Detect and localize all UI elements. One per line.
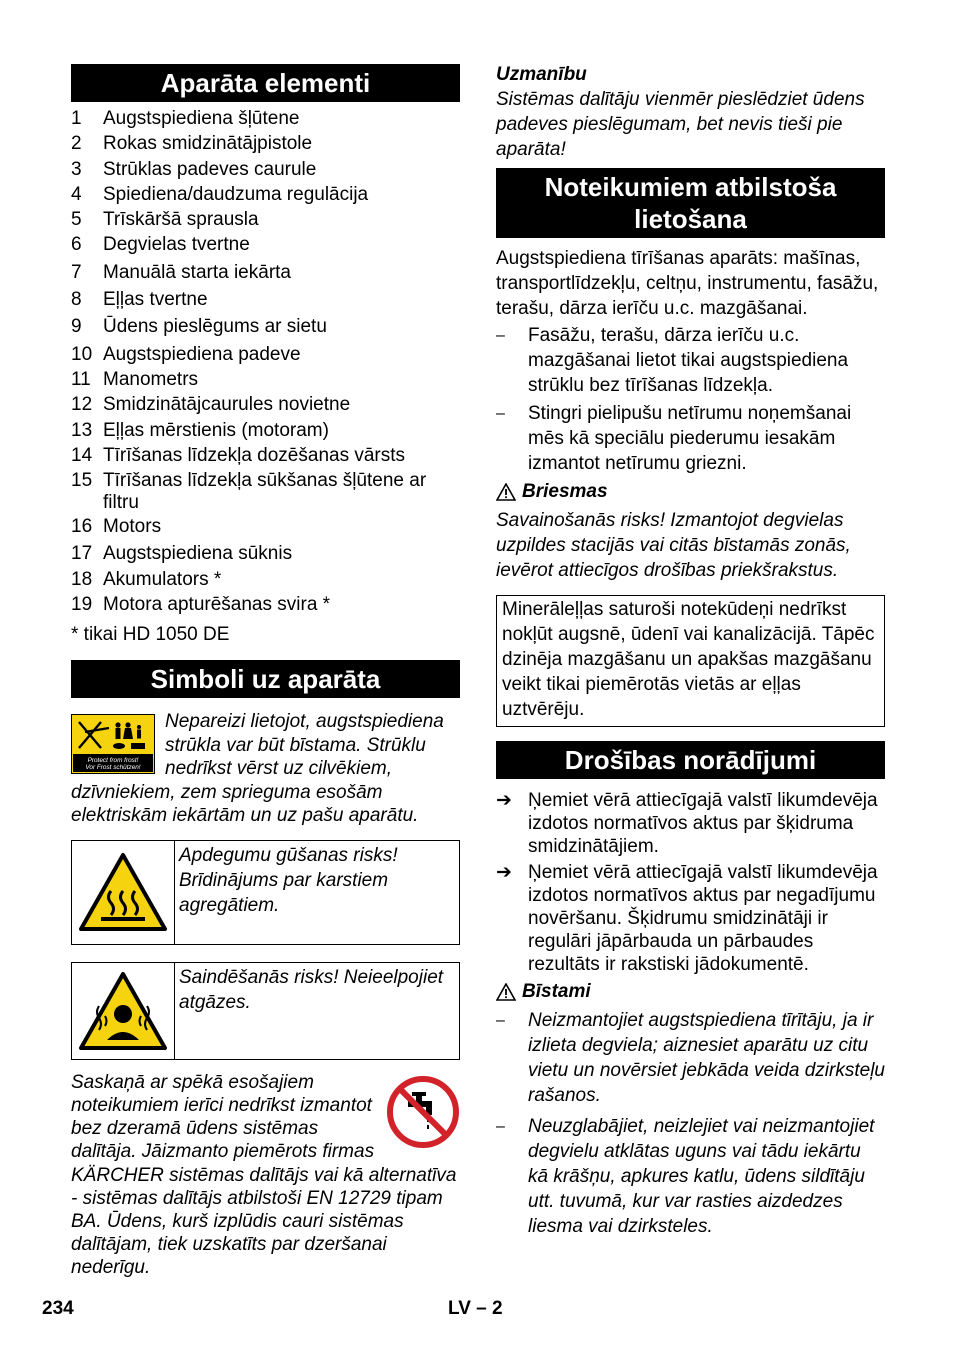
section-title-elements: Aparāta elementi	[71, 64, 460, 102]
list-item: 8 Eļļas tvertne	[71, 289, 208, 311]
toxic-gas-icon-cell	[72, 963, 175, 1059]
safety-list	[496, 789, 885, 976]
section-title-safety: Drošības norādījumi	[496, 741, 885, 779]
hot-surface-icon-cell	[72, 841, 175, 944]
drinking-water-block	[71, 1071, 460, 1280]
list-item: 1 Augstspiediena šļūtene	[71, 108, 300, 129]
list-item: 9 Ūdens pieslēgums ar sietu	[71, 316, 327, 338]
list-item: – Neizmantojiet augstspiediena tīrītāju, ja ir izlieta degviela; aiznesiet aparātu uz citu vietu un novērsiet jebkāda veida dzirksteļu rašanos.	[496, 1010, 885, 1106]
list-item: ➔ Ņemiet vērā attiecīgajā valstī likumdevēja izdotos normatīvos aktus par šķidruma smidzinātājiem.	[496, 790, 878, 857]
list-item: 19 Motora apturēšanas svira *	[71, 594, 331, 616]
warning-triangle-icon	[496, 983, 516, 1001]
list-item: 7 Manuālā starta iekārta	[71, 261, 291, 283]
no-jet-frost-icon	[71, 714, 155, 774]
section-title-symbols: Simboli uz aparāta	[71, 660, 460, 698]
hazard-heading: Bīstami	[496, 979, 885, 1004]
left-column	[71, 64, 460, 1280]
page-number: 234	[42, 1298, 74, 1319]
list-item: 5 Trīskāršā sprausla	[71, 209, 259, 231]
list-item: 6 Degvielas tvertne	[71, 234, 250, 256]
arrow-right-icon: ➔	[496, 862, 512, 883]
list-item: 4 Spiediena/daudzuma regulācija	[71, 183, 369, 205]
arrow-right-icon: ➔	[496, 790, 512, 811]
oil-water-notice: Minerāleļļas saturoši notekūdeņi nedrīkst nokļūt augsnē, ūdenī vai kanalizācijā. Tāpēc dzinēja mazgāšanu un apakšas mazgāšanu veikt tikai piemērotās vietās ar eļļas uztvērēju.	[496, 595, 885, 727]
svg-text:Vor Frost schützen!: Vor Frost schützen!	[85, 764, 141, 772]
list-item: 3 Strūklas padeves caurule	[71, 158, 317, 180]
list-item: 2 Rokas smidzinātājpistole	[71, 133, 313, 155]
no-drinking-water-tap-icon	[386, 1075, 460, 1149]
list-item: 17 Augstspiediena sūknis	[71, 543, 293, 565]
symbol-jet-block	[71, 710, 460, 828]
list-item: 15 Tīrīšanas līdzekļa sūkšanas šļūtene ar filtru	[71, 470, 427, 514]
list-item: 16 Motors	[71, 516, 162, 538]
right-column	[496, 64, 885, 1242]
toxic-gas-icon	[77, 970, 169, 1052]
elements-footnote: * tikai HD 1050 DE	[71, 624, 230, 646]
list-item: 18 Akumulators *	[71, 568, 222, 590]
hazard-list	[496, 1008, 885, 1239]
section-title-proper-use: Noteikumiem atbilstoša lietošana	[496, 168, 885, 238]
language-page-indicator: LV – 2	[448, 1298, 503, 1319]
list-item: 14 Tīrīšanas līdzekļa dozēšanas vārsts	[71, 444, 406, 466]
symbol-gas-text: Saindēšanās risks! Neieelpojiet atgāzes.	[179, 966, 444, 1013]
list-item: – Fasāžu, terašu, dārza ierīču u.c. mazgāšanai lietot tikai augstspiediena strūklu bez tīrīšanas līdzekļa.	[496, 325, 849, 396]
list-item: 11 Manometrs	[71, 368, 199, 390]
list-item: 13 Eļļas mērstienis (motoram)	[71, 419, 329, 441]
list-item: 10 Augstspiediena padeve	[71, 343, 301, 365]
drinking-water-text: Saskaņā ar spēkā esošajiem noteikumiem ierīci nedrīkst izmantot bez dzeramā ūdens sistēmas dalītāja. Jāizmanto piemērots firmas KÄRCHER sistēmas dalītājs vai kā alternatīva - sistēmas dalītājs atbilstoši EN 12729 tipam BA. Ūdens, kurš izplūdis cauri sistēmas dalītājam, tiek uzskatīts par dzeršanai nederīgu.	[71, 1071, 457, 1279]
attention-heading: Uzmanību	[496, 64, 587, 85]
symbol-hot-text: Apdegumu gūšanas risks! Brīdinājums par karstiem agregātiem.	[179, 844, 398, 916]
symbol-gas-table	[71, 962, 460, 1060]
list-item: – Neuzglabājiet, neizlejiet vai neizmantojiet degvielu atklātas uguns vai tādu iekārtu kā krāšņu, apkures katlu, ūdens sildītāju utt. tuvumā, kur var rasties aizdedzes liesma vai dzirksteles.	[496, 1116, 875, 1237]
danger-text: Savainošanās risks! Izmantojot degvielas uzpildes stacijās vai citās bīstamās zonās, ievērot attiecīgos drošības priekšrakstus.	[496, 510, 851, 581]
attention-text: Sistēmas dalītāju vienmēr pieslēdziet ūdens padeves pieslēgumam, bet nevis tieši pie aparāta!	[496, 89, 865, 160]
list-item: – Stingri pielipušu netīrumu noņemšanai mēs kā speciālu piederumu iesakām izmantot netīrumu griezni.	[496, 403, 852, 474]
elements-list	[71, 108, 460, 619]
list-item: 12 Smidzinātājcaurules novietne	[71, 394, 351, 416]
list-item: ➔ Ņemiet vērā attiecīgajā valstī likumdevēja izdotos normatīvos aktus par negadījumu novēršanu. Šķidrumu smidzinātāji ir regulāri jāpārbauda un pārbaudes rezultāts ir rakstiski jādokumentē.	[496, 862, 878, 975]
symbol-hot-table	[71, 840, 460, 945]
svg-text:Protect from frost!: Protect from frost!	[87, 757, 139, 765]
danger-heading: Briesmas	[496, 479, 885, 504]
symbol-jet-text: Nepareizi lietojot, augstspiediena strūkla var būt bīstama. Strūklu nedrīkst vērst uz cilvēkiem, dzīvniekiem, zem sprieguma esošām elektriskām iekārtām un uz pašu aparātu.	[71, 711, 444, 827]
hot-surface-icon	[77, 851, 169, 933]
proper-use-text: Augstspiediena tīrīšanas aparāts: mašīnas, transportlīdzekļu, celtņu, instrumentu, fasāžu, terašu, dārza ierīču u.c. mazgāšanai.	[496, 248, 879, 319]
warning-triangle-icon	[496, 483, 516, 501]
proper-use-list	[496, 323, 885, 476]
